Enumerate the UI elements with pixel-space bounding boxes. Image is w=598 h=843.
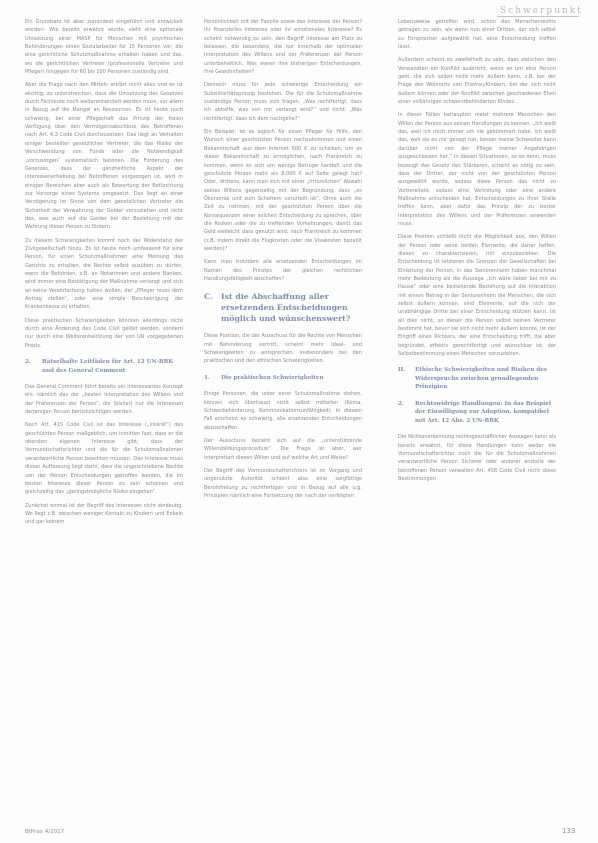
section-heading-text: Rätselhafte Leitfäden für Art. 12 UN-BRK und des General Comment: [42, 359, 174, 374]
text-column-3: [398, 18, 556, 818]
text-column-2: [204, 18, 362, 818]
section-heading-text: Die praktischen Schwierigkeiten: [221, 374, 324, 381]
paragraph: Lebensweise getroffen wird, schon das Menschenrechts getragen zu sein, als wenn nun einer Dritten, der sich selbst zu Fürsprecher aufgewählt hat, eine Entscheidung treffen lässt.: [398, 19, 556, 51]
section-heading-number: 2.: [398, 400, 404, 407]
paragraph: Zunächst einmal ist der Begriff des Interesses nicht eindeutig. Wo liegt z.B. zwischen weniger Kontakt zu Kindern und Enkeln und gar keinem: [25, 502, 183, 526]
section-heading-number: C.: [204, 292, 213, 302]
paragraph: Zu diesem Schwierigkeiten kommt noch der Widerstand der Zivilgesellschaft hinzu. Es ist heute noch umfassend für eine Person, für einen Schutzmaßnahmen eine Meinung des Gerichts zu erhalten, die Rechte selbst ausüben zu dürfen, wenn die Behörden, z.B. an Notarinnen und andere Banken, wird immer eine Bestätigung der Maßnahme verlangt und sich an keine Vereinfachung halten wollen, der „Pfleger muss dem Antrag stellen“, oder eine simple Bescheinigung der Krankenkasse zu erhalten.: [25, 237, 183, 311]
section-heading: [204, 291, 362, 324]
paragraph: Das General Comment führt bereits ein interessantes Konzept ein, nämlich das der „besten Interpretation des Willens und der Präferenzen der Person“, die (bisher) nur die Interessen derjenigen Person berücksichtigen werden.: [25, 384, 183, 416]
paragraph: Persönlichkeit mit der Familie sowie das Interesse der Person? Ihr finanzielles Interesse oder ihr emotionales Interesse? Es scheint notwendig zu sein, den Begriff Interesse am Platz zu belassen, die besondere, die nur innerhalb der optimalen Interpretation des Willens und der Präferenzen der Person unterbehaltlich. Was waren ihre bisherigen Entscheidungen, ihre Gewohnheiten?: [204, 19, 362, 76]
paragraph: Der Ausschuss bezieht sich auf die „unterstützende Willensbildungsprocedure“. Die Frage ist aber, wer interpretiert diesen Willen und auf welche Art und Weise?: [204, 437, 362, 461]
paragraph: Ein Beispiel: Ist es logisch für einen Pfleger für Hilfe, den Wunsch einer geschützten Person nachzukommen und einen Bekanntschaft aus dem Internet 500 € zu schicken, um es dieser Bekanntschaft zu ermöglichen, nach Frankreich zu kommen, wenn es sich um wenige Betrüge handelt und die geschützte Person mehr als 8.000 € auf Seite gelegt hat? Oder, drittens, kann man sich mit einer „Irrtümlichen“ Abwahl seines Willens gegenseitig mit der Begründung, dass „es Ökonomie und zum Scheitern verurteilt ist“. Ohne auch die Zeit zu nehmen, mit der geschützten Person über die Konsequenzen einer solchen Entscheidung zu sprechen, über die Risiken oder die zu treffenden Vorkehrungen, damit das Geld vielleicht dass genutzt wird, nach Frankreich zu kommen (z.B. indem direkt die Flugkosten oder die Visakosten bezahlt werden)?: [204, 129, 362, 252]
section-heading: [398, 366, 556, 392]
section-heading-number: II.: [398, 367, 406, 374]
paragraph: Ein Grundsatz ist aber zumindest eingeführt und entwickelt worden: Wie bereits erwähnt wurde, sieht eine optionale Umsetzung einer MASP für Menschen mit psychischen Behinderungen einen Sozialarbeiter für 15 Personen vor; die eine gerichtliche Schutzmaßnahme erhalten haben und das, wo die gerichtlichen Vertreter (professionelle Vertreter und Pfleger) hingegen für 60 bis 100 Personen zuständig sind.: [25, 19, 183, 76]
header-rule: [497, 16, 579, 17]
paragraph: Der Begriff des Vormundschaftsrichters ist im Vorgang und ungenutzte Autorität scheint also eine sorgfältige Berufsfreiung zu rechtfertigen und in Bezug auf alle u.g. Prinzipien nämlich eine Fortsetzung der nach der verfolgten: [204, 467, 362, 499]
paragraph: Aber die Frage nach den Mitteln erklärt nicht alles und es ist wichtig, zu unterstreichen, dass die Umsetzung des Gesetzes durch Fachleute noch weiterentwickelt werden muss, vor allem in Bezug auf die Mangel an Ressourcen. Es ist heute noch schwierig, bei einer Pflegschaft das Prinzip der freien Verfügung über den Vermögensabschluss des Betroffenen nach Art. 4.3 Code Civil durchzusetzen. Das liegt an Verhalten einiger bestellter gesetzlicher Vertreter, die das Risiko der Verschwendung von Fonds oder die Notwendigkeit „vorzusorgen“ systematisch betonen. Die Forderung des Gesetzes, dass der ganzheitliche Aspekt der Interessenerhebung bei Betroffenen vorgezogen ist, wird in einigen Bereichen aber auch als Bewertung der Befürchtung zur Vorsorge eines Systems umgesetzt. Das liegt an einer Verzögerung im Sinne von dem gesetzlichen Vertreter die Sicherheit der Verwahrung der Gelder vorzuziehen und nicht das, was auch auf die Gelder bei der Beziehung mit der Wahrung dieser Person zu fördern.: [25, 82, 183, 231]
paragraph: Nach Art. 415 Code Civil ist das Interesse („intérêt“) des geschützten Person maßgeblich, um inmitten fast, dass er die obersten eigenen Interesse gibt, dass der Vormundschaftsrichter und die für die Schutzmaßnahmen verantwortliche Person beachten müssen. Das Interesse muss dieser Auffassung liegt darin, dass die ungeschriebene Rechte von der Person Entscheidungen getroffen werden, die im besten Interesse dieser Person zu sein scheinen und gleichzeitig das „geringstmögliche Risiko eingehen“.: [25, 422, 183, 496]
section-heading-number: 2.: [25, 359, 31, 366]
paragraph: Diese Position schließt nicht die Möglichkeit aus, den Willen der Person oder seine beiden Elemente, die daher helfen, diesen zu charakterisieren, mit einzubeziehen. Die Entscheidung ist letzteren die Grenzen der Gesellschaften bei Einleitung der Person, in das Seniorenheim haben manchmal mehr Bedeutung als die Aussage „Ich wäre lieber bei mir zu Hause“ oder eine bestehende Beziehung auf die Interaktion mit einem Betrag in der Seniorenheim die Menschen, die sich selbst äußern können, sind Elemente, auf die sich der unabhängige Dritte bei einer Entscheidung stützen kann. Ist all dies nicht, so dieser die Person selbst keinen Vertreter bestimmt hat, bevor sie sich nicht mehr äußern konnte, ist der Eingriff eines Richters, der eine Entscheidung trifft, die aber begründet, effektiv gerechtfertigt und wünschbar ist, der Selbstbestimmung eines Menschen vorzuziehen.: [398, 234, 556, 358]
section-heading: [398, 400, 556, 426]
section-heading: [204, 374, 362, 383]
section-heading-number: 1.: [204, 374, 210, 381]
paragraph: In dieser Fällen behaupten meist mehrere Menschen den Willen der Person aus seinen Handlungen zu kennen. „Ich weiß das, weil ich mich immer um sie gekümmert habe, ich weiß das, weil sie es mir gesagt hat, besser meine Schwester kann darüber nicht von der Pflege meiner Angehörigen ausgeschlossen hat.“ In diesen Situationen, so es denn, muss bezeugt das Gesetz des Stärkeren, scheint es nötig zu sein, dass der Dritter, der nicht von der geschützten Person ausgewählt wurde, sodass diese Person das nicht zu Vorbereitete, sodass eine Vertretung oder eine andere Maßnahme entscheiden hat. Entscheidungen zu ihrer Stelle treffen kann, aber dafür das Prinzip der zu bester Interpretation des Willens und der Präferenzen anwenden muss.: [398, 112, 556, 227]
section-heading-text: Rechtswidrige Handlungen: In das Beispiel der Einwilligung zur Adoption, kompatibel mit Art. 12 Abs. 2 UN-BRK: [415, 400, 551, 424]
section-heading-text: Ethische Schwierigkeiten und Risiken des Widerspruchs zwischen grundlegenden Prinzipien: [415, 367, 547, 391]
paragraph: Kann man trotzdem alle ersetzenden Entscheidungen im Namen des Prinzips der gleichen rechtlichen Handlungsfähigkeit abschaffen?: [204, 259, 362, 282]
journal-footer: BtPrax 4/2017: [25, 829, 65, 835]
paragraph: Einige Personen, die unter einer Schutzmaßnahme stehen, können sich überhaupt nicht selbst mitteilen (Koma, Schwerbehinderung, Kommunikationsunfähigkeit). In diesem Fall erscheint es schwierig, alle ersetzenden Entscheidungen abzuschaffen.: [204, 391, 362, 431]
paragraph: Außerdem scheint es zweifelhaft zu sein, dass zwischen den Verwandten ein Konflikt ausbricht, wenn es um eine Person geht, die sich selbst nicht mehr äußern kann, z.B. bei der Frage des Wohnorts von Ehefrau/Kindern, bei der sich nicht äußern können oder der Konflikt zwischen geschiedenen Ehen einer volljährigen schwerstbehinderten Kindes...: [398, 57, 556, 106]
paragraph: Dennoch muss für jede schwierige Entscheidung ein Subsidiaritätsprinzip bestehen. Die für die Schutzmaßnahme zuständige Person muss sich fragen: „Was rechtfertigt, dass ich abhelfe, was von mir verlangt wird?“ und nicht: „Was rechtfertigt, dass ich dem nachgehe?“: [204, 82, 362, 122]
paragraph: Diese Position, die der Ausschuss für die Rechte von Menschen mit Behinderung vertritt, scheint mehr Ideal- und Schwierigkeiten zu entsprechen, insbesondere bei den praktischen und den ethischen Schwierigkeiten.: [204, 333, 362, 365]
paragraph: Die Nichtanerkennung rechtsgeschäftlicher Aussagen kann als bereits erwähnt, für diese Handlungen kann weder die Vormundschaftsrichter noch die für die Schutzmaßnahmen verantwortliche Person Sicherer oder anderer anstelle der betroffenen Person verwalten Art. 458 Code Civil nicht diese Bestimmungen: [398, 434, 556, 483]
section-label: Schwerpunkt: [500, 6, 583, 16]
section-heading: [25, 358, 183, 375]
page-number: 133: [562, 827, 576, 835]
text-column-1: [25, 18, 183, 818]
section-heading-text: Ist die Abschaffung aller ersetzenden Entscheidungen möglich und wünschenswert?: [221, 292, 351, 324]
paragraph: Diese praktischen Schwierigkeiten könnten allerdings nicht durch eine Änderung des Code Civil gelöst werden, sondern nur durch eine Weiterentwicklung der von UN vorgegebenen Praxis.: [25, 317, 183, 349]
